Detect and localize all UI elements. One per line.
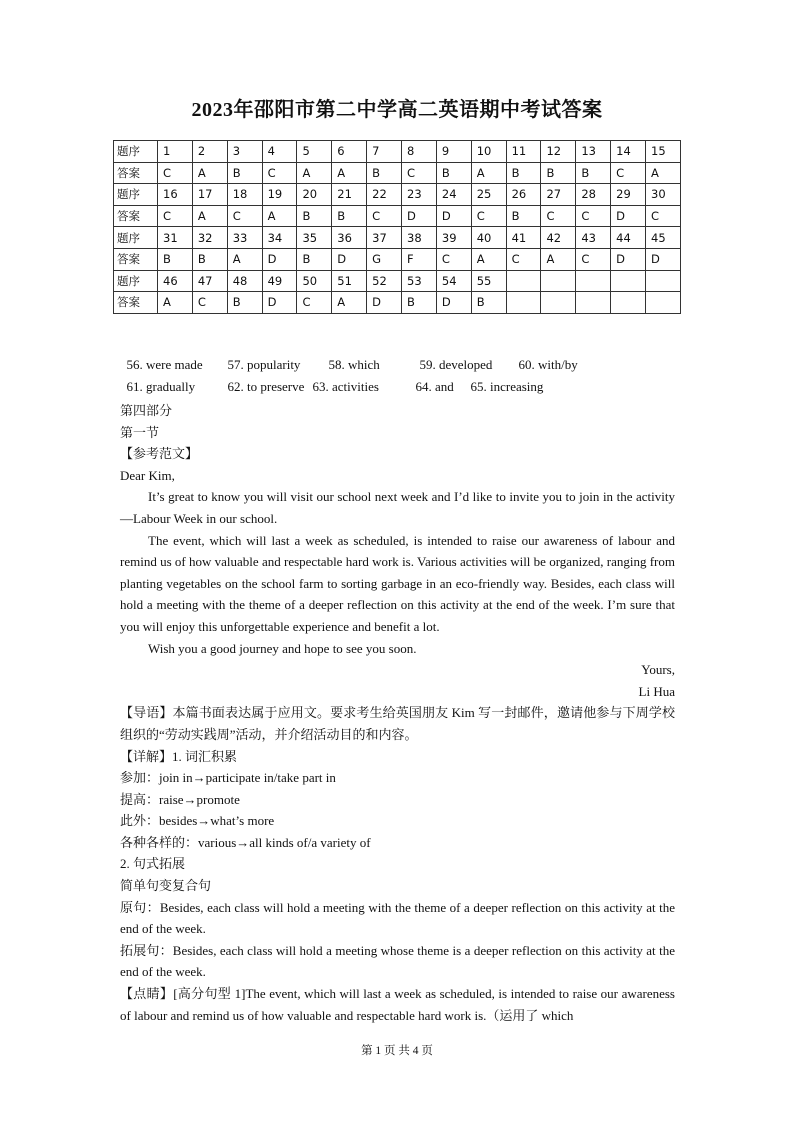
table-cell: 41 (506, 227, 541, 249)
table-cell (506, 270, 541, 292)
table-cell: A (192, 162, 227, 184)
table-cell: C (611, 162, 646, 184)
row-label: 答案 (114, 205, 158, 227)
table-cell: B (506, 162, 541, 184)
page-title: 2023年邵阳市第二中学高二英语期中考试答案 (191, 99, 603, 121)
table-cell: 1 (158, 141, 193, 163)
fill-answers-line-2 (120, 363, 543, 395)
table-cell (646, 292, 681, 314)
table-cell: D (367, 292, 402, 314)
table-cell: 52 (367, 270, 402, 292)
table-cell: 24 (436, 184, 471, 206)
table-cell: 39 (436, 227, 471, 249)
table-cell: C (646, 205, 681, 227)
table-cell: 51 (332, 270, 367, 292)
table-cell: 19 (262, 184, 297, 206)
sample-heading: 【参考范文】 (120, 446, 199, 462)
part-heading: 第四部分 (120, 403, 173, 418)
table-cell: A (471, 162, 506, 184)
table-cell: C (262, 162, 297, 184)
sentence-subheading: 简单句变复合句 (120, 878, 212, 894)
table-cell: D (262, 248, 297, 270)
table-cell: 47 (192, 270, 227, 292)
table-cell: A (297, 162, 332, 184)
table-cell: 34 (262, 227, 297, 249)
table-cell: C (576, 205, 611, 227)
table-cell: B (367, 162, 402, 184)
table-cell: 30 (646, 184, 681, 206)
sentence-heading: 2. 句式拓展 (120, 856, 186, 872)
table-cell: 26 (506, 184, 541, 206)
fill-answer: 58. which (328, 357, 380, 372)
table-cell: C (506, 248, 541, 270)
answer-body (120, 400, 675, 1026)
letter-signature: Li Hua (638, 683, 675, 699)
table-cell: 9 (436, 141, 471, 163)
table-cell: 49 (262, 270, 297, 292)
table-cell: 29 (611, 184, 646, 206)
vocab-item: 各种各样的：various→all kinds of/a variety of (120, 834, 371, 850)
table-cell: 50 (297, 270, 332, 292)
extended-sentence: 拓展句：Besides, each class will hold a meeting whose theme is a deeper reflection on this activity at the end of the week. (120, 942, 675, 980)
fill-answer: 63. activities (312, 379, 379, 394)
row-label: 答案 (114, 248, 158, 270)
row-label: 答案 (114, 292, 158, 314)
table-cell: C (158, 162, 193, 184)
letter-paragraph-1: It’s great to know you will visit our school next week and I’d like to invite you to join in the activity—Labour Week in our school. (120, 489, 675, 526)
table-cell: 33 (227, 227, 262, 249)
letter-paragraph-2: The event, which will last a week as scheduled, is intended to raise our awareness of labour and remind us of how valuable and respectable hard work is. Various activities will be organized, ranging from planting vegetables on the school farm to sorting garbage in an eco-friendly way. Besides, each class will hold a meeting with the theme of a deeper reflection on this activity at the end of the week. I’m sure that you will enjoy this unforgettable experience and benefit a lot. (120, 532, 675, 634)
table-cell: 38 (402, 227, 437, 249)
table-row (114, 162, 681, 184)
table-cell: 25 (471, 184, 506, 206)
table-cell: 40 (471, 227, 506, 249)
table-row (114, 270, 681, 292)
table-cell: C (471, 205, 506, 227)
table-cell: B (506, 205, 541, 227)
row-label: 题序 (114, 141, 158, 163)
table-cell: 22 (367, 184, 402, 206)
fill-answer: 60. with/by (518, 357, 578, 372)
table-cell: C (541, 205, 576, 227)
row-label: 答案 (114, 162, 158, 184)
table-cell: B (332, 205, 367, 227)
table-cell: 3 (227, 141, 262, 163)
table-cell: 11 (506, 141, 541, 163)
table-cell: C (297, 292, 332, 314)
vocab-item: 此外：besides→what’s more (120, 813, 275, 829)
table-cell: A (192, 205, 227, 227)
page-footer: 第 1 页 共 4 页 (361, 1045, 433, 1057)
row-label: 题序 (114, 270, 158, 292)
table-cell: 36 (332, 227, 367, 249)
table-cell: D (436, 292, 471, 314)
table-cell: 18 (227, 184, 262, 206)
table-cell: 45 (646, 227, 681, 249)
table-cell: 28 (576, 184, 611, 206)
subsection-heading: 第一节 (120, 424, 160, 440)
table-cell: 5 (297, 141, 332, 163)
table-cell: 54 (436, 270, 471, 292)
table-cell: B (297, 248, 332, 270)
table-cell: A (262, 205, 297, 227)
table-cell: C (158, 205, 193, 227)
table-cell (576, 292, 611, 314)
fill-answer: 56. were made (126, 357, 203, 372)
table-cell (611, 270, 646, 292)
table-cell: 4 (262, 141, 297, 163)
table-cell: B (436, 162, 471, 184)
table-cell: A (332, 292, 367, 314)
table-cell: 32 (192, 227, 227, 249)
letter-paragraph-3: Wish you a good journey and hope to see you soon. (148, 640, 417, 656)
letter-closing: Yours, (641, 662, 675, 678)
table-cell: C (402, 162, 437, 184)
table-cell: B (158, 248, 193, 270)
table-row (114, 292, 681, 314)
table-cell: D (611, 248, 646, 270)
table-cell: B (541, 162, 576, 184)
table-cell: 48 (227, 270, 262, 292)
table-row (114, 141, 681, 163)
table-cell: B (227, 162, 262, 184)
table-cell: 12 (541, 141, 576, 163)
table-cell: D (262, 292, 297, 314)
table-cell: 35 (297, 227, 332, 249)
table-cell: A (332, 162, 367, 184)
table-cell: A (227, 248, 262, 270)
table-cell: 20 (297, 184, 332, 206)
table-cell: B (192, 248, 227, 270)
table-cell (646, 270, 681, 292)
fill-answer: 61. gradually (126, 379, 196, 394)
table-cell: D (332, 248, 367, 270)
detail-heading: 【详解】1. 词汇积累 (120, 748, 238, 764)
fill-answer: 62. to preserve (227, 379, 305, 394)
table-cell: 7 (367, 141, 402, 163)
table-cell: 15 (646, 141, 681, 163)
table-cell: 44 (611, 227, 646, 249)
vocab-item: 提高：raise→promote (120, 791, 240, 807)
fill-answer: 59. developed (419, 357, 493, 372)
table-cell: B (297, 205, 332, 227)
table-cell: 46 (158, 270, 193, 292)
table-cell: C (192, 292, 227, 314)
guide-text: 【导语】本篇书面表达属于应用文。要求考生给英国朋友 Kim 写一封邮件，邀请他参与下周学校组织的“劳动实践周”活动，并介绍活动目的和内容。 (120, 705, 675, 742)
original-sentence: 原句：Besides, each class will hold a meeting with the theme of a deeper reflection on this activity at the end of the week. (120, 899, 675, 937)
table-cell: C (576, 248, 611, 270)
table-cell: C (227, 205, 262, 227)
table-cell: B (471, 292, 506, 314)
row-label: 题序 (114, 227, 158, 249)
fill-answer: 65. increasing (470, 379, 544, 394)
table-cell: B (576, 162, 611, 184)
vocab-item: 参加：join in→participate in/take part in (120, 770, 336, 786)
table-cell: 53 (402, 270, 437, 292)
table-cell (541, 292, 576, 314)
table-cell: C (367, 205, 402, 227)
table-cell (541, 270, 576, 292)
table-row (114, 248, 681, 270)
table-row (114, 227, 681, 249)
letter-greeting: Dear Kim, (120, 467, 175, 483)
table-cell: A (541, 248, 576, 270)
table-cell: D (646, 248, 681, 270)
table-cell: D (402, 205, 437, 227)
fill-answer: 57. popularity (227, 357, 301, 372)
table-cell: A (471, 248, 506, 270)
row-label: 题序 (114, 184, 158, 206)
table-cell: A (646, 162, 681, 184)
table-cell: B (402, 292, 437, 314)
table-cell: 42 (541, 227, 576, 249)
table-cell: 10 (471, 141, 506, 163)
table-cell: 21 (332, 184, 367, 206)
table-cell: 13 (576, 141, 611, 163)
table-cell: G (367, 248, 402, 270)
fill-answer: 64. and (415, 379, 454, 394)
table-cell: 17 (192, 184, 227, 206)
table-row (114, 184, 681, 206)
table-cell (506, 292, 541, 314)
highlight-note: 【点睛】[高分句型 1]The event, which will last a week as scheduled, is intended to raise our awareness of labour and remind us of how valuable and respectable hard work is.（运用了 which (120, 986, 675, 1023)
table-cell: 43 (576, 227, 611, 249)
table-cell (611, 292, 646, 314)
table-cell: A (158, 292, 193, 314)
table-cell: B (227, 292, 262, 314)
table-cell (576, 270, 611, 292)
table-cell: 31 (158, 227, 193, 249)
table-cell: D (436, 205, 471, 227)
table-cell: F (402, 248, 437, 270)
answer-table (113, 140, 681, 314)
table-cell: 23 (402, 184, 437, 206)
table-cell: 37 (367, 227, 402, 249)
table-cell: C (436, 248, 471, 270)
table-cell: 16 (158, 184, 193, 206)
table-cell: 2 (192, 141, 227, 163)
table-cell: 6 (332, 141, 367, 163)
table-cell: 14 (611, 141, 646, 163)
table-cell: 8 (402, 141, 437, 163)
table-row (114, 205, 681, 227)
table-cell: D (611, 205, 646, 227)
table-cell: 55 (471, 270, 506, 292)
table-cell: 27 (541, 184, 576, 206)
